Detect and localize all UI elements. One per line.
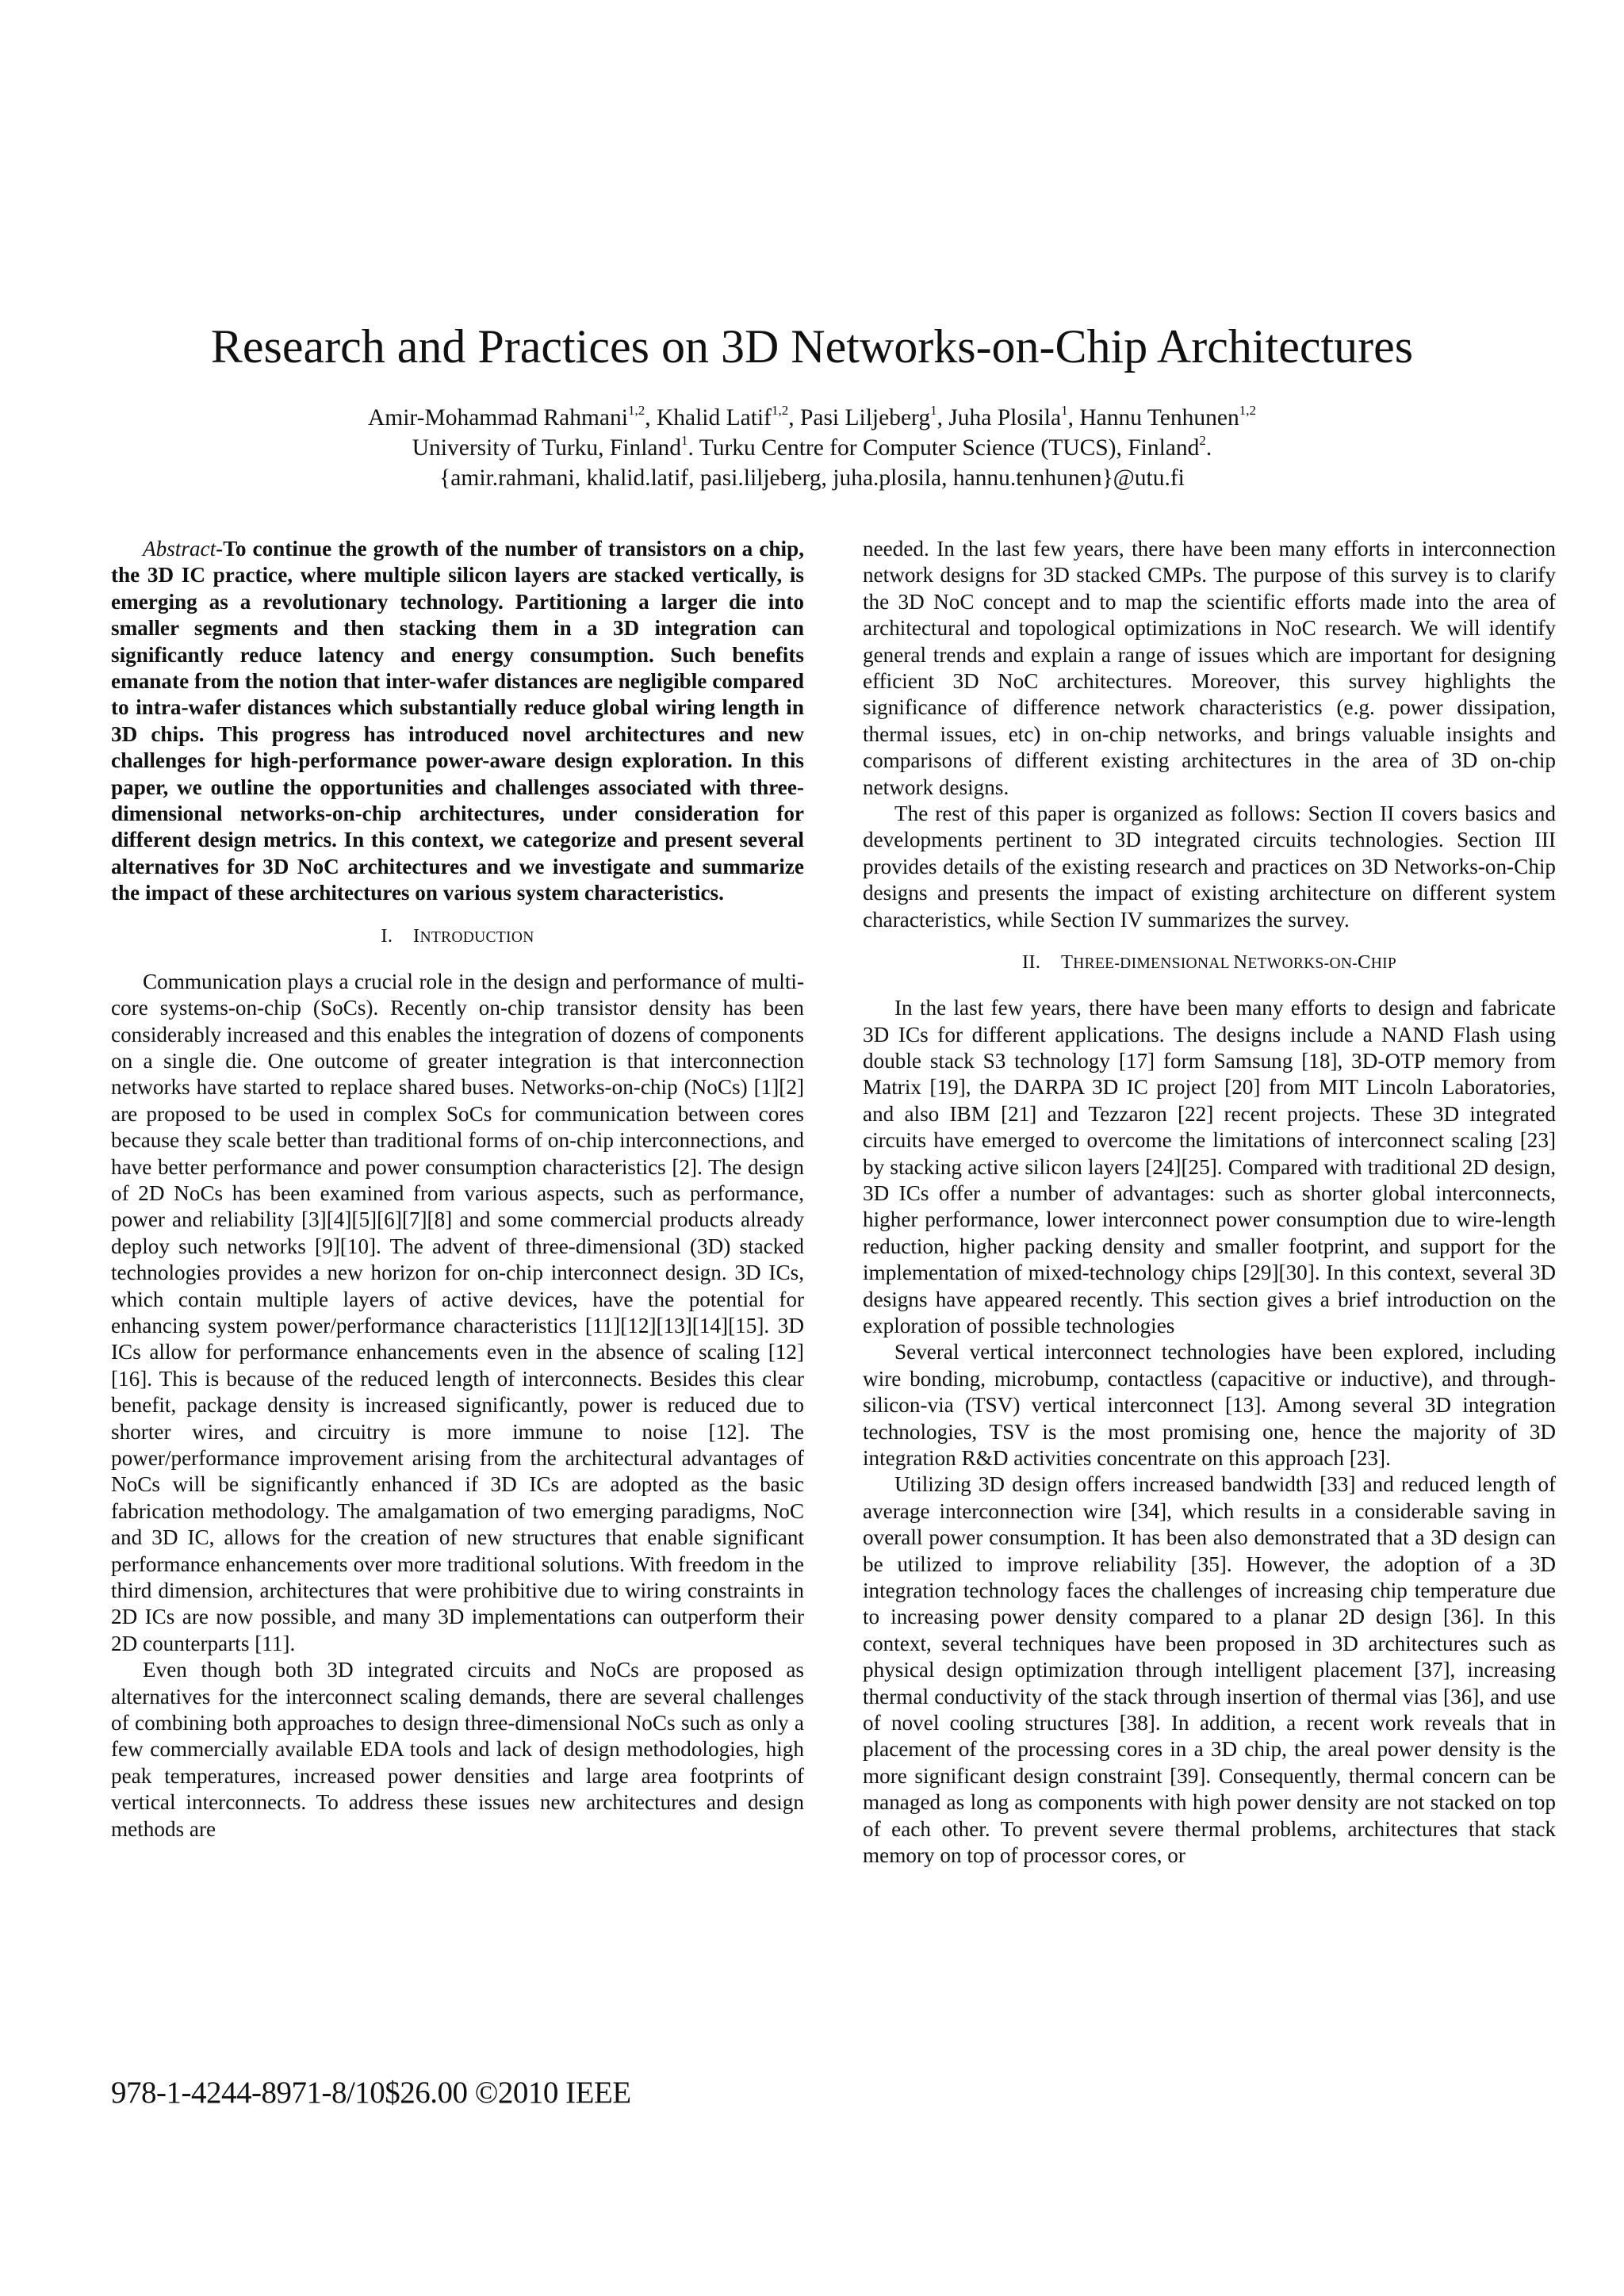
section-title-rest: NTRODUCTION (419, 928, 534, 946)
section-title-rest: HIP (1370, 955, 1397, 973)
author-affiliation-mark: 1,2 (627, 403, 645, 419)
affiliation-text: University of Turku, Finland (412, 435, 682, 461)
section-heading-introduction (111, 924, 804, 950)
copyright-footer: 978-1-4244-8971-8/10$26.00 ©2010 IEEE (111, 2076, 631, 2110)
author-affiliation-mark: 1 (930, 403, 937, 419)
right-column (863, 536, 1556, 1869)
left-column (111, 536, 804, 1843)
affiliation-text: . Turku Centre for Computer Science (TUCS), Finland (688, 435, 1200, 461)
section-title-rest: ETWORKS-ON- (1247, 955, 1358, 973)
body-paragraph: Utilizing 3D design offers increased bandwidth [33] and reduced length of average interconnection wire [34], which results in a considerable saving in overall power consumption. It has been also demonstrated that a 3D design can be utilized to improve reliability [35]. However, the adoption of a 3D integration technology faces the challenges of increasing chip temperature due to increasing power density compared to a planar 2D design [36]. In this context, several techniques have been proposed in 3D architectures such as physical design optimization through intelligent placement [37], increasing thermal conductivity of the stack through insertion of thermal vias [36], and use of novel cooling structures [38]. In addition, a recent work reveals that in placement of the processing cores in a 3D chip, the areal power density is the more significant design constraint [39]. Consequently, thermal concern can be managed as long as components with high power density are not stacked on top of each other. To prevent severe thermal problems, architectures that stack memory on top of processor cores, or (863, 1472, 1556, 1868)
section-title-initial: N (1233, 951, 1248, 974)
section-title-initial: C (1358, 951, 1371, 974)
body-paragraph: needed. In the last few years, there have been many efforts in interconnection network designs for 3D stacked CMPs. The purpose of this survey is to clarify the 3D NoC concept and to map the scientific efforts made into the area of architectural and topological optimizations in NoC research. We will identify general trends and explain a range of issues which are important for designing efficient 3D NoC architectures. Moreover, this survey highlights the significance of difference network characteristics (e.g. power dissipation, thermal issues, etc) in on-chip networks, and brings valuable insights and comparisons of different existing architectures in the area of 3D on-chip network designs. (863, 537, 1556, 799)
author-name: , Khalid Latif (645, 405, 772, 430)
abstract (111, 536, 804, 907)
author-name: , Pasi Liljeberg (788, 405, 931, 430)
affiliation-text: . (1205, 435, 1212, 461)
author-affiliation-mark: 1,2 (771, 403, 789, 419)
section-title-initial: I (413, 924, 420, 947)
section-title-rest: HREE-DIMENSIONAL (1073, 955, 1234, 973)
author-affiliation-mark: 1,2 (1239, 403, 1256, 419)
section-numeral: I. (381, 924, 393, 947)
author-name: , Juha Plosila (936, 405, 1062, 430)
author-name: Amir-Mohammad Rahmani (367, 405, 628, 430)
section-numeral: II. (1021, 951, 1041, 974)
author-name: , Hannu Tenhunen (1067, 405, 1239, 430)
body-paragraph: Communication plays a crucial role in the design and performance of multi-core systems-on-chip (SoCs). Recently on-chip transistor density has been considerably increased and this enables the integration of dozens of components on a single die. One outcome of greater integration is that interconnection networks have started to replace shared buses. Networks-on-chip (NoCs) [1][2] are proposed to be used in complex SoCs for communication between cores because they scale better than traditional forms of on-chip interconnections, and have better performance and power consumption characteristics [2]. The design of 2D NoCs has been examined from various aspects, such as performance, power and reliability [3][4][5][6][7][8] and some commercial products already deploy such networks [9][10]. The advent of three-dimensional (3D) stacked technologies provides a new horizon for on-chip interconnect design. 3D ICs, which contain multiple layers of active devices, have the potential for enhancing system power/performance characteristics [11][12][13][14][15]. 3D ICs allow for performance enhancements even in the absence of scaling [12][16]. This is because of the reduced length of interconnects. Besides this clear benefit, package density is increased significantly, power is reduced due to shorter wires, and circuitry is more immune to noise [12]. The power/performance improvement arising from the architectural advantages of NoCs will be significantly enhanced if 3D ICs are adopted as the basic fabrication methodology. The amalgamation of two emerging paradigms, NoC and 3D IC, allows for the creation of new structures that enable significant performance enhancements over more traditional solutions. With freedom in the third dimension, architectures that were prohibitive due to wiring constraints in 2D ICs are now possible, and many 3D implementations can outperform their 2D counterparts [11]. (111, 969, 804, 1655)
affiliation-mark: 1 (681, 433, 688, 449)
body-paragraph: Even though both 3D integrated circuits and NoCs are proposed as alternatives for the interconnect scaling demands, there are several challenges of combining both approaches to design three-dimensional NoCs such as only a few commercially available EDA tools and lack of design methodologies, high peak temperatures, increased power densities and large area footprints of vertical interconnects. To address these issues new architectures and design methods are (111, 1658, 804, 1841)
section-heading-3d-noc (863, 951, 1556, 976)
affiliation-mark: 2 (1199, 433, 1206, 449)
abstract-text: To continue the growth of the number of transistors on a chip, the 3D IC practice, where multiple silicon layers are stacked vertically, is emerging as a revolutionary technology. Partitioning a larger die into smaller segments and then stacking them in a 3D integration can significantly reduce latency and energy consumption. Such benefits emanate from the notion that inter-wafer distances are negligible compared to intra-wafer distances which substantially reduce global wiring length in 3D chips. This progress has introduced novel architectures and new challenges for high-performance power-aware design exploration. In this paper, we outline the opportunities and challenges associated with three-dimensional networks-on-chip architectures, under consideration for different design metrics. In this context, we categorize and present several alternatives for 3D NoC architectures and we investigate and summarize the impact of these architectures on various system characteristics. (111, 537, 804, 905)
paper-title: Research and Practices on 3D Networks-on-Chip Architectures (210, 320, 1414, 373)
author-affiliation-mark: 1 (1061, 403, 1068, 419)
body-paragraph: In the last few years, there have been many efforts to design and fabricate 3D ICs for different applications. The designs include a NAND Flash using double stack S3 technology [17] form Samsung [18], 3D-OTP memory from Matrix [19], the DARPA 3D IC project [20] from MIT Lincoln Laboratories, and also IBM [21] and Tezzaron [22] recent projects. These 3D integrated circuits have emerged to overcome the limitations of interconnect scaling [23] by stacking active silicon layers [24][25]. Compared with traditional 2D design, 3D ICs offer a number of advantages: such as shorter global interconnects, higher performance, lower interconnect power consumption due to wire-length reduction, higher packing density and smaller footprint, and support for the implementation of mixed-technology chips [29][30]. In this context, several 3D designs have appeared recently. This section gives a brief introduction on the exploration of possible technologies (863, 996, 1556, 1337)
affiliations (0, 433, 1624, 463)
section-title-initial: T (1061, 951, 1074, 974)
author-emails: {amir.rahmani, khalid.latif, pasi.liljeberg, juha.plosila, hannu.tenhunen}@utu.fi (439, 465, 1185, 491)
author-names (0, 403, 1624, 433)
body-paragraph: Several vertical interconnect technologies have been explored, including wire bonding, microbump, contactless (capacitive or inductive), and through-silicon-via (TSV) vertical interconnect [13]. Among several 3D integration technologies, TSV is the most promising one, hence the majority of 3D integration R&D activities concentrate on this approach [23]. (863, 1340, 1556, 1470)
abstract-lead: Abstract- (143, 537, 224, 561)
author-block (0, 403, 1624, 493)
body-paragraph: The rest of this paper is organized as follows: Section II covers basics and developments pertinent to 3D integrated circuits technologies. Section III provides details of the existing research and practices on 3D Networks-on-Chip designs and presents the impact of existing architecture on different system characteristics, while Section IV summarizes the survey. (863, 802, 1556, 932)
